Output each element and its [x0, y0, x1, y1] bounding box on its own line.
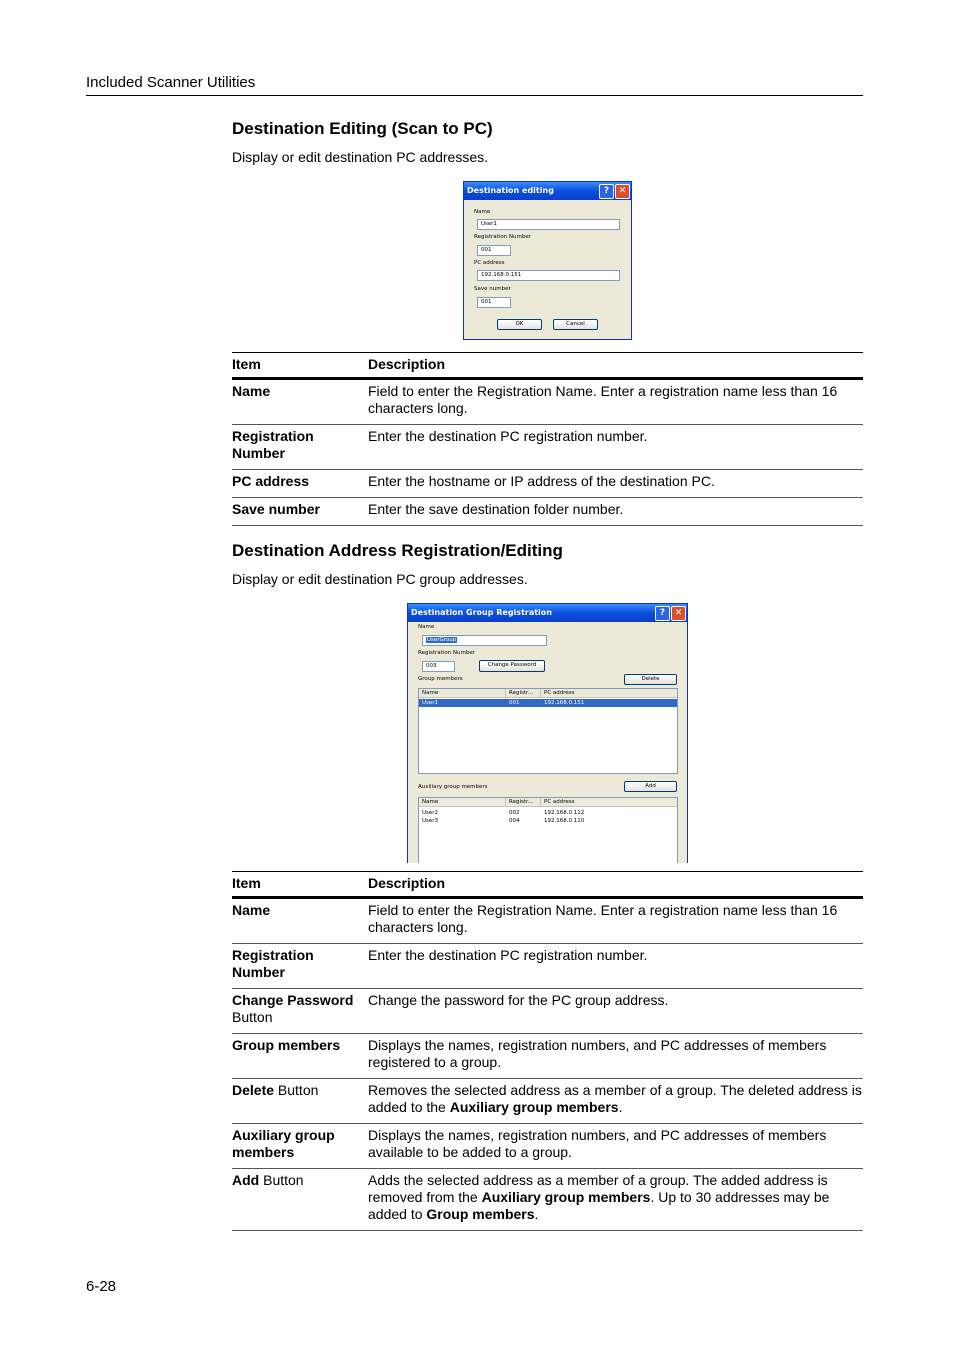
close-icon[interactable]: ✕ [671, 606, 686, 621]
item-name: Delete [232, 1082, 275, 1098]
column-header-item: Item [232, 875, 261, 891]
description-text: . Up to 30 addresses may be added to [368, 1189, 830, 1222]
group-registration-table [232, 871, 863, 1231]
item-description: Enter the destination PC registration number. [368, 428, 648, 444]
destination-group-registration-dialog [407, 603, 688, 863]
change-password-button[interactable]: Change Password [479, 660, 545, 672]
dialog-title-bar [464, 182, 631, 200]
description-bold: Auxiliary group members [449, 1099, 619, 1115]
item-name: Registration Number [232, 428, 314, 461]
pc-address-label: PC address [474, 260, 505, 266]
table-header-row [232, 353, 863, 379]
destination-editing-dialog [463, 181, 632, 340]
item-suffix: Button [274, 1082, 319, 1098]
item-description: Field to enter the Registration Name. Enter a registration name less than 16 characters long. [368, 902, 838, 935]
column-name[interactable]: Name [419, 798, 506, 807]
description-text: . [618, 1099, 623, 1115]
name-input[interactable] [422, 635, 547, 646]
description-text: Removes the selected address as a member of a group. The deleted address is added to the [368, 1082, 862, 1115]
registration-number-label: Registration Number [418, 650, 476, 656]
table-row [232, 944, 863, 989]
table-row [232, 425, 863, 470]
column-header-item: Item [232, 356, 261, 372]
table-row [232, 470, 863, 498]
item-name: Add [232, 1172, 260, 1188]
member-pc-address: 192.168.0.112 [544, 810, 585, 816]
member-name: User2 [422, 810, 439, 816]
item-name: Change Password [232, 992, 354, 1008]
auxiliary-group-members-label: Auxiliary group members [418, 784, 488, 790]
registration-number-label: Registration Number [474, 234, 532, 240]
destination-editing-table [232, 352, 863, 526]
item-description: Enter the hostname or IP address of the destination PC. [368, 473, 715, 489]
name-input-value: UserGroup [427, 637, 457, 643]
registration-number-input[interactable]: 001 [477, 245, 511, 256]
table-row [232, 1034, 863, 1079]
description-bold: Auxiliary group members [481, 1189, 651, 1205]
dialog-title: Destination editing [467, 186, 554, 195]
delete-button[interactable]: Delete [624, 674, 677, 685]
name-label: Name [474, 209, 491, 215]
item-description: Enter the save destination folder number. [368, 501, 624, 517]
section-intro: Display or edit destination PC group addresses. [232, 571, 528, 587]
item-name: Save number [232, 501, 320, 517]
add-button[interactable]: Add [624, 781, 677, 792]
list-item[interactable] [419, 817, 677, 825]
header-rule [86, 95, 863, 96]
name-label: Name [418, 624, 435, 630]
item-name: PC address [232, 473, 310, 489]
column-registration[interactable]: Registr... [506, 798, 541, 807]
member-number: 001 [509, 700, 520, 706]
help-icon[interactable]: ? [599, 184, 614, 199]
description-text: . [534, 1206, 539, 1222]
description-bold: Group members [426, 1206, 535, 1222]
running-header: Included Scanner Utilities [86, 74, 256, 91]
dialog-title-bar [408, 604, 687, 622]
column-registration[interactable]: Registr... [506, 689, 541, 698]
member-name: User1 [422, 700, 439, 706]
member-name: User3 [422, 818, 439, 824]
item-description: Enter the destination PC registration number. [368, 947, 648, 963]
item-name: Auxiliary group members [232, 1127, 335, 1160]
pc-address-input[interactable]: 192.168.0.151 [477, 270, 620, 281]
section-title-group-registration: Destination Address Registration/Editing [232, 541, 563, 560]
auxiliary-members-list[interactable] [418, 797, 678, 863]
item-description: Displays the names, registration numbers, and PC addresses of members registered to a group. [368, 1037, 827, 1070]
item-suffix: Button [259, 1172, 304, 1188]
item-description [368, 1079, 863, 1124]
registration-number-input[interactable]: 003 [422, 661, 455, 672]
save-number-input[interactable]: 001 [477, 297, 511, 308]
ok-button[interactable]: OK [497, 319, 542, 330]
item-description: Field to enter the Registration Name. Enter a registration name less than 16 characters long. [368, 383, 838, 416]
table-row [232, 989, 863, 1034]
save-number-label: Save number [474, 286, 511, 292]
member-pc-address: 192.168.0.110 [544, 818, 585, 824]
table-row [232, 498, 863, 526]
group-members-label: Group members [418, 676, 463, 682]
column-header-description: Description [368, 356, 446, 372]
name-input[interactable] [477, 219, 620, 230]
column-header-description: Description [368, 875, 446, 891]
column-pc-address[interactable]: PC address [541, 798, 678, 807]
member-pc-address: 192.168.0.151 [544, 700, 585, 706]
item-name: Name [232, 383, 271, 399]
dialog-title: Destination Group Registration [411, 608, 552, 617]
table-header-row [232, 872, 863, 898]
item-description [368, 1169, 863, 1231]
item-description: Displays the names, registration numbers, and PC addresses of members available to be added to a group. [368, 1127, 827, 1160]
list-item[interactable] [419, 699, 677, 707]
table-row [232, 379, 863, 425]
item-description: Change the password for the PC group address. [368, 992, 669, 1008]
section-intro: Display or edit destination PC addresses. [232, 149, 489, 165]
section-title-destination-editing: Destination Editing (Scan to PC) [232, 119, 493, 138]
table-row [232, 1124, 863, 1169]
item-suffix: Button [232, 1009, 273, 1025]
item-name: Name [232, 902, 271, 918]
item-name: Registration Number [232, 947, 314, 980]
group-members-list[interactable] [418, 688, 678, 774]
page-number: 6-28 [86, 1278, 117, 1295]
member-number: 004 [509, 818, 520, 824]
column-name[interactable]: Name [419, 689, 506, 698]
name-input-value: User1 [481, 221, 498, 227]
close-icon[interactable]: ✕ [615, 184, 630, 199]
list-item[interactable] [419, 809, 677, 817]
column-pc-address[interactable]: PC address [541, 689, 678, 698]
table-row [232, 898, 863, 944]
description-text: Adds the selected address as a member of a group. The added address is removed from the [368, 1172, 828, 1205]
help-icon[interactable]: ? [655, 606, 670, 621]
member-number: 002 [509, 810, 520, 816]
table-row [232, 1079, 863, 1124]
cancel-button[interactable]: Cancel [553, 319, 598, 330]
item-name: Group members [232, 1037, 341, 1053]
table-row [232, 1169, 863, 1231]
